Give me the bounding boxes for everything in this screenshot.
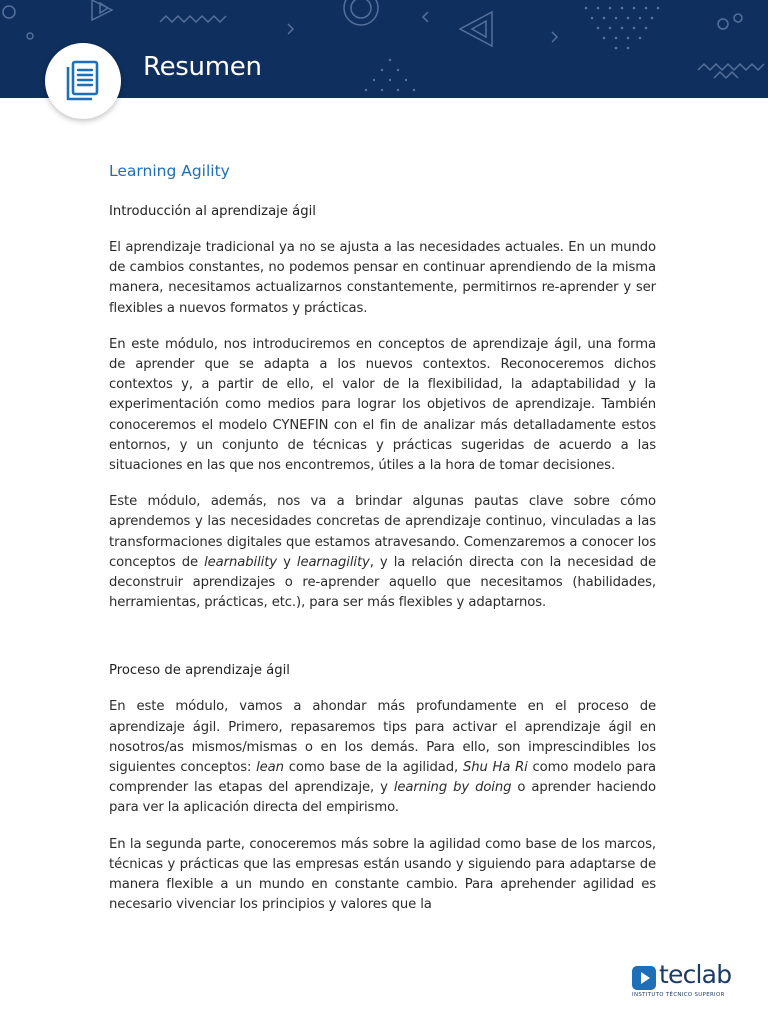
- paragraph: [109, 835, 656, 916]
- italic-term: learning by doing: [393, 780, 512, 796]
- italic-term: learnagility: [296, 554, 370, 570]
- paragraph: [109, 697, 656, 818]
- text-run: y: [276, 554, 297, 570]
- document-body: [109, 160, 656, 931]
- subsection-intro-paragraphs: [109, 238, 656, 613]
- header-badge: [45, 43, 121, 119]
- teclab-logo: [632, 960, 748, 1002]
- play-logo-icon: [632, 966, 656, 990]
- italic-term: Shu Ha Ri: [462, 760, 528, 776]
- subsection-heading-process: Proceso de aprendizaje ágil: [109, 663, 290, 679]
- text-run: como modelo para comprender las etapas del aprendizaje, y: [109, 760, 657, 796]
- text-run: En este módulo, nos introduciremos en conceptos de aprendizaje ágil, una forma de aprender que se adapta a los nuevos contextos. Reconoceremos dichos contextos y, a partir de ello, el valor de la flexibilidad, la adaptabilidad y la experimentación como medios para lograr los objetivos de aprendizaje. También conoceremos el modelo CYNEFIN con el fin de analizar más detalladamente estos entornos, y un conjunto de técnicas y prácticas sugeridas de acuerdo a las situaciones en las que nos encontremos, útiles a la hora de tomar decisiones.: [109, 336, 656, 474]
- text-run: o aprender haciendo para ver la aplicación directa del empirismo.: [109, 780, 656, 816]
- logo-subtitle: INSTITUTO TÉCNICO SUPERIOR: [632, 992, 725, 998]
- paragraph: [109, 492, 656, 613]
- text-run: En la segunda parte, conoceremos más sobre la agilidad como base de los marcos, técnicas y prácticas que las empresas están usando y siguiendo para adaptarse de manera flexible a un mundo en constante cambio. Para aprehender agilidad es necesario vivenciar los principios y valores que la: [109, 836, 656, 913]
- text-run: Este módulo, además, nos va a brindar algunas pautas clave sobre cómo aprendemos y las necesidades concretas de aprendizaje continuo, vinculadas a las transformaciones digitales que estamos atravesando. Comenzaremos a conocer los conceptos de: [109, 494, 656, 570]
- text-run: como base de la agilidad,: [283, 760, 463, 776]
- paragraph: [109, 335, 656, 476]
- text-run: En este módulo, vamos a ahondar más profundamente en el proceso de aprendizaje ágil. Primero, repasaremos tips para activar el aprendizaje ágil en nosotros/as mismos/mismas o en los demás. Para ello, son imprescindibles los siguientes conceptos:: [109, 699, 656, 776]
- section-title: Learning Agility: [109, 162, 230, 180]
- paragraph: [109, 238, 656, 319]
- subsection-process-paragraphs: [109, 697, 656, 915]
- subsection-heading-intro: Introducción al aprendizaje ágil: [109, 204, 316, 219]
- section-gap: [109, 629, 656, 661]
- logo-wordmark: teclab: [659, 960, 732, 989]
- text-run: El aprendizaje tradicional ya no se ajusta a las necesidades actuales. En un mundo de cambios constantes, no podemos pensar en continuar aprendiendo de la misma manera, necesitamos actualizarnos constantemente, permitirnos re-aprender y ser flexibles a nuevos formatos y prácticas.: [109, 240, 656, 316]
- text-run: , y la relación directa con la necesidad de deconstruir aprendizajes o re-aprender aquello que necesitamos (habilidades, herramientas, prácticas, etc.), para ser más flexibles y adaptarnos.: [109, 554, 656, 611]
- page-title: Resumen: [143, 52, 262, 82]
- document-icon: [62, 59, 104, 103]
- italic-term: learnability: [204, 554, 277, 570]
- italic-term: lean: [256, 760, 284, 776]
